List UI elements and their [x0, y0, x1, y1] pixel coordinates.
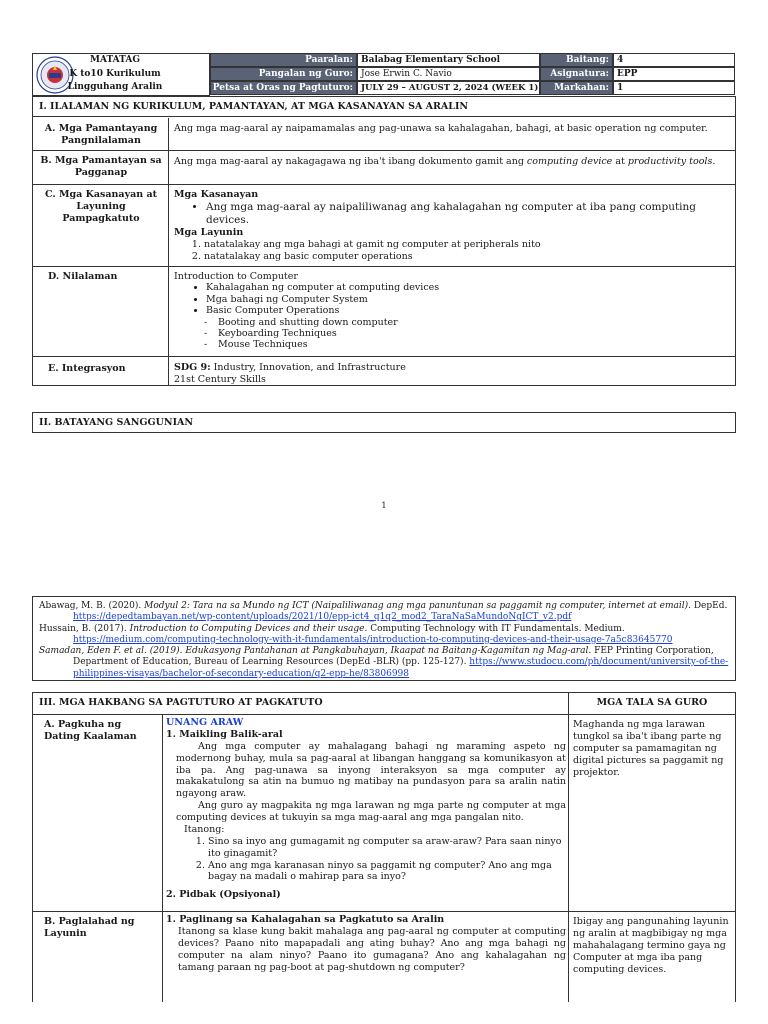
reference-3-link[interactable]: https://www.studocu.com/ph/document/university-of-the- philippines-visayas/bachelor-of-secondary-education/q2-epp-he/83806998: [73, 657, 729, 679]
row-3a-content: [166, 717, 566, 901]
row-e-label: E. Integrasyon: [48, 363, 126, 374]
row-c-content: [170, 186, 730, 266]
nilalaman-item: • Kahalagahan ng computer at computing devices: [206, 282, 726, 293]
reference-2-link[interactable]: https://medium.com/computing-technology-with-it-fundamentals/introduction-to-computing-devices-and-their-usage-7a5c83645770: [73, 634, 673, 645]
layunin-heading: Mga Layunin: [174, 227, 244, 239]
operations-subitem: - Booting and shutting down computer: [218, 317, 726, 328]
reference-2: Hussain, B. (2017). Introduction to Computing Devices and their usage. Computing Technology with IT Fundamentals. Medium. https://medium.com/computing-technology-with-it-fundamentals/introduction-to-computing-devices-and-their-usage-7a5c83645770: [39, 623, 673, 645]
nilalaman-item: • Mga bahagi ng Computer System: [206, 294, 726, 305]
row-divider: [33, 911, 735, 912]
markahan-label: Markahan:: [540, 81, 613, 95]
row-3b-label: B. Paglalahad ng Layunin: [44, 916, 135, 939]
asignatura-label: Asignatura:: [540, 67, 613, 81]
guro-paragraph: Ang guro ay magpakita ng mga larawan ng mga parte ng computer at mga computing devices at tukuyin sa mga mag-aaral ang mga pangalan nito.: [176, 800, 566, 823]
row-b-label: B. Mga Pamantayan sa Pagganap: [40, 155, 162, 178]
kasanayan-heading: Mga Kasanayan: [174, 189, 259, 200]
nilalaman-list: [174, 282, 726, 316]
petsa-label: Petsa at Oras ng Pagtuturo:: [210, 81, 357, 95]
itanong-label: Itanong:: [184, 823, 225, 835]
row-e-content: [170, 359, 730, 389]
operations-subitem: - Mouse Techniques: [218, 339, 726, 350]
reference-3: Samadan, Eden F. et al. (2019). Edukasyong Pantahanan at Pangkabuhayan, Ikaapat na Baitang-Kagamitan ng Mag-aral. FEP Printing Corporation, Department of Education, Bureau of Learning Resources (DepEd -BLR) (pp. 125-127). https://www.studocu.com/ph/document/university-of-the- philippines-visayas/bachelor-of-secondary-education/q2-epp-he/83806998: [39, 646, 729, 679]
itanong-item: 1. Sino sa inyo ang gumagamit ng computer sa araw-araw? Para saan ninyo ito ginagamit?: [208, 836, 566, 860]
guro-value: Jose Erwin C. Navio: [357, 67, 540, 81]
row-3b-note: Ibigay ang pangunahing layunin ng aralin at magbibigay ng mga mahahalagang termino gaya ng Computer at mga iba pang computing devices.: [573, 916, 729, 975]
sdg-label: SDG 9:: [174, 362, 211, 373]
balik-aral-paragraph: Ang mga computer ay mahalagang bahagi ng maraming aspeto ng modernong buhay, mula sa pag-aaral at libangan hanggang sa komunikasyon at iba pa. Ang pag-unawa sa inyong interaksyon sa mga computer ay makakatulong sa atin na bumuo ng matibay na pundasyon para sa aralin natin ngayong araw.: [176, 740, 566, 800]
kasanayan-item: • Ang mga mag-aaral ay naipaliliwanag ang kahalagahan ng computer at iba pang computing devices.: [206, 201, 726, 227]
pidbak-heading: 2. Pidbak (Opsiyonal): [166, 889, 281, 901]
petsa-value: JULY 29 – AUGUST 2, 2024 (WEEK 1): [357, 81, 540, 95]
row-c-label: C. Mga Kasanayan at Layuning Pampagkatuto: [44, 189, 158, 224]
row-3a-note: Maghanda ng mga larawan tungkol sa iba't ibang parte ng computer sa pamamagitan ng digital pictures sa paggamit ng projektor.: [573, 719, 724, 778]
layunin-item: 1. natatalakay ang mga bahagi at gamit ng computer at peripherals nito: [204, 239, 726, 251]
paglinang-paragraph: Itanong sa klase kung bakit mahalaga ang pag-aaral ng computer at computing devices? Paano nito mapapadali ang ating buhay? Ano ang mga bahagi ng computer na alam ninyo? Paano ito gumagana? Ano ang kahalagahan ng tamang paraan ng pag-boot at pag-shutdown ng computer?: [178, 925, 566, 973]
baitang-value: 4: [613, 53, 735, 67]
kasanayan-list: [174, 201, 726, 227]
paaralan-label: Paaralan:: [210, 53, 357, 67]
itanong-item: 2. Ano ang mga karanasan ninyo sa paggamit ng computer? Ano ang mga bagay na madali o mahirap para sa inyo?: [208, 860, 566, 884]
notes-divider: [568, 693, 569, 1002]
sdg-text: Industry, Innovation, and Infrastructure: [210, 362, 406, 373]
unang-araw-heading: UNANG ARAW: [166, 717, 244, 728]
matatag-label: MATATAG: [89, 55, 141, 65]
kurikulum-label: K to10 Kurikulum: [69, 69, 161, 79]
guro-label: Pangalan ng Guro:: [210, 67, 357, 81]
itanong-list: [166, 836, 566, 884]
row-b-text: Ang mga mag-aaral ay nakagagawa ng iba't ibang dokumento gamit ang computing device at productivity tools.: [174, 156, 716, 167]
row-d-label: D. Nilalaman: [48, 271, 118, 282]
section-1-title: I. ILALAMAN NG KURIKULUM, PAMANTAYAN, AT MGA KASANAYAN SA ARALIN: [33, 97, 735, 117]
paaralan-value: Balabag Elementary School: [357, 53, 540, 67]
layunin-item: 2. natatalakay ang basic computer operations: [204, 251, 726, 263]
row-d-content: [170, 268, 730, 354]
nilalaman-title: Introduction to Computer: [174, 271, 298, 282]
reference-1-link[interactable]: https://depedtambayan.net/wp-content/uploads/2021/10/epp-ict4_q1q2_mod2_TaraNaSaMundoNgICT_v2.pdf: [73, 612, 572, 623]
row-3b-content: [166, 914, 566, 973]
section-3-title: III. MGA HAKBANG SA PAGTUTURO AT PAGKATUTO: [33, 693, 569, 715]
nilalaman-item: • Basic Computer Operations: [206, 305, 726, 316]
asignatura-value: EPP: [613, 67, 735, 81]
markahan-value: 1: [613, 81, 735, 95]
skills-text: 21st Century Skills: [174, 373, 266, 385]
page-number: 1: [381, 501, 387, 511]
row-a-text: Ang mga mag-aaral ay naipamamalas ang pag-unawa sa kahalagahan, bahagi, at basic operation ng computer.: [174, 123, 708, 134]
row-a-label: A. Mga Pamantayang Pangnilalaman: [44, 123, 158, 146]
linggo-label: Lingguhang Aralin: [67, 82, 163, 92]
baitang-label: Baitang:: [540, 53, 613, 67]
balik-aral-heading: 1. Maikling Balik-aral: [166, 728, 283, 740]
operations-sublist: [174, 317, 726, 351]
row-3a-label: A. Pagkuha ng Dating Kaalaman: [44, 719, 137, 742]
references-box: [32, 596, 736, 681]
reference-1: Abawag, M. B. (2020). Modyul 2: Tara na sa Mundo ng ICT (Naipaliliwanag ang mga panuntunan sa paggamit ng computer, internet at email). DepEd. https://depedtambayan.net/wp-content/uploads/2021/10/epp-ict4_q1q2_mod2_TaraNaSaMundoNgICT_v2.pdf: [39, 601, 728, 623]
section-2-title: II. BATAYANG SANGGUNIAN: [32, 412, 736, 433]
paglinang-heading: 1. Paglinang sa Kahalagahan sa Pagkatuto sa Aralin: [166, 914, 445, 925]
notes-title: MGA TALA SA GURO: [569, 693, 735, 715]
label-divider: [162, 715, 163, 1002]
operations-subitem: - Keyboarding Techniques: [218, 328, 726, 339]
layunin-list: [174, 239, 726, 263]
